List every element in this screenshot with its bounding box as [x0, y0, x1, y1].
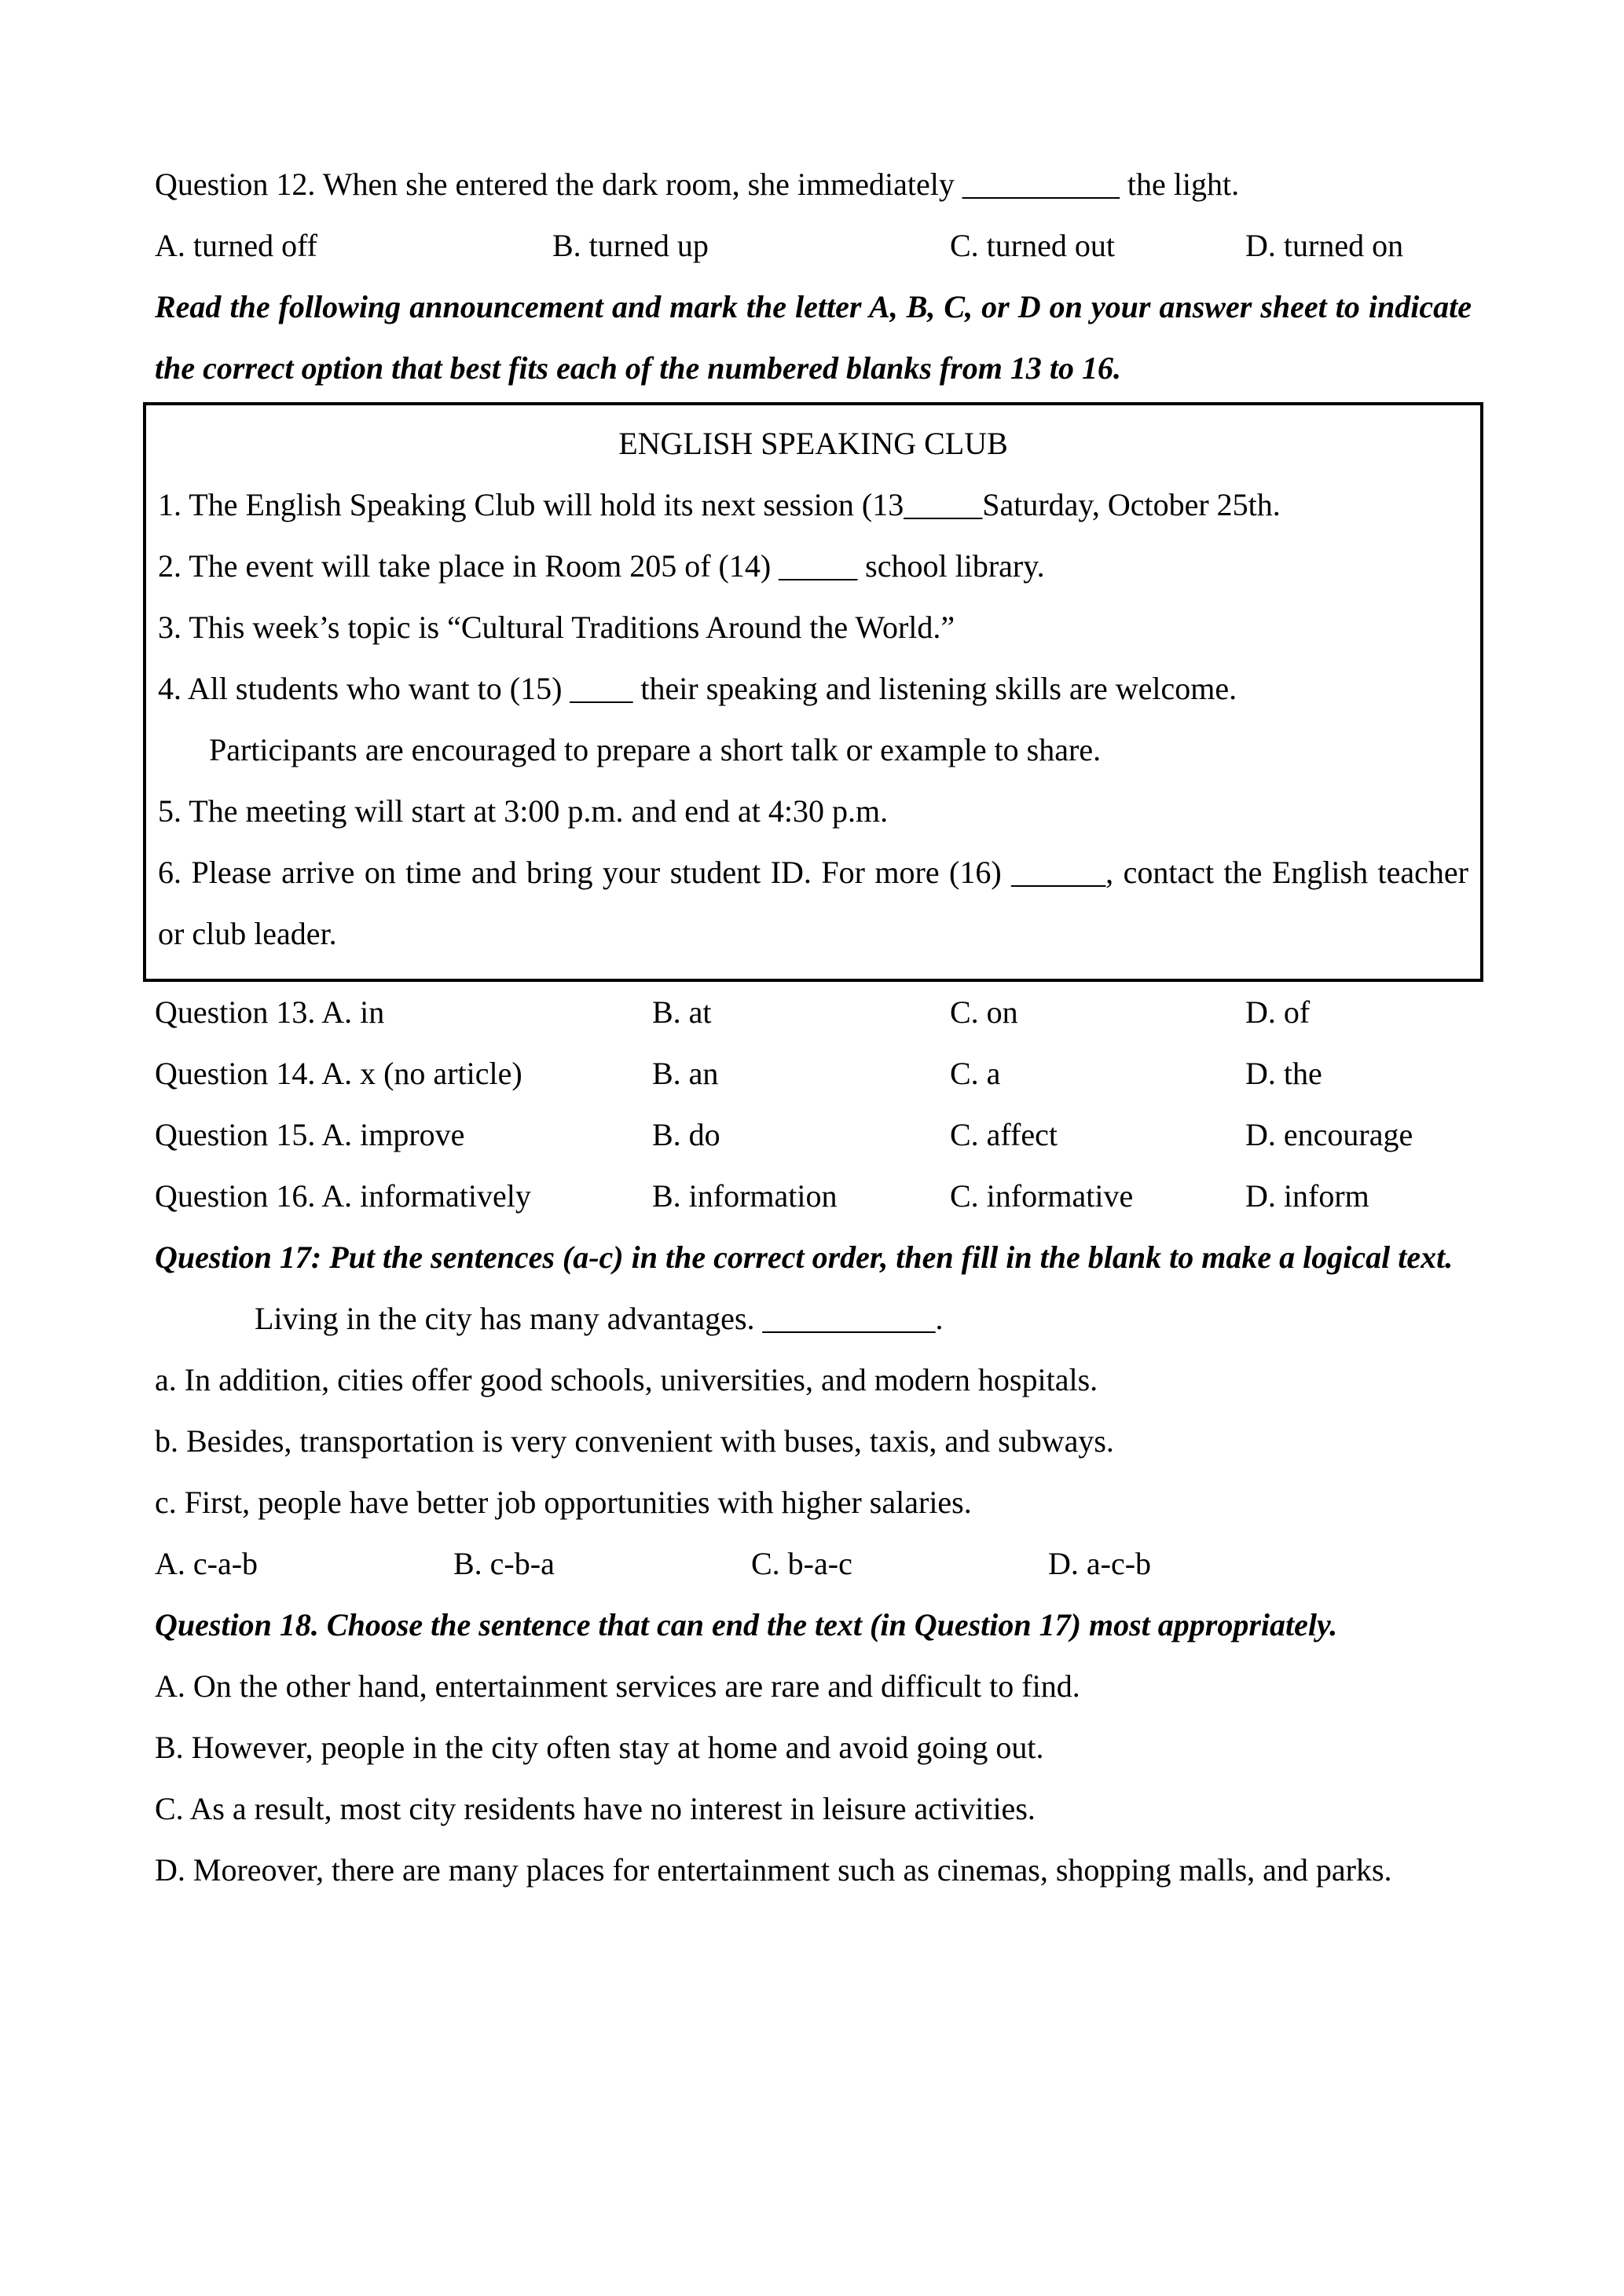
announcement-line-2: 2. The event will take place in Room 205 of (14) _____ school library. — [158, 548, 1045, 584]
question-14-options — [155, 1043, 1472, 1104]
q16-option-b: B. information — [652, 1178, 838, 1214]
question-17-header: Question 17: Put the sentences (a-c) in the correct order, then fill in the blank to make a logical text. — [155, 1240, 1454, 1275]
q17-option-b: B. c-b-a — [453, 1546, 555, 1581]
question-16-options — [155, 1166, 1472, 1227]
q12-option-c: C. turned out — [950, 228, 1115, 263]
announcement-title: ENGLISH SPEAKING CLUB — [618, 426, 1008, 461]
announcement-line-6: 6. Please arrive on time and bring your student ID. For more (16) ______, contact the English teacher or club leader. — [158, 855, 1468, 951]
q17-option-c: C. b-a-c — [751, 1546, 852, 1581]
question-13-options — [155, 982, 1472, 1043]
question-12-options — [155, 215, 1472, 276]
q14-option-b: B. an — [652, 1056, 719, 1091]
q14-option-d: D. the — [1245, 1056, 1322, 1091]
question-17-lead: Living in the city has many advantages. ___________. — [255, 1301, 944, 1336]
q12-option-d: D. turned on — [1245, 228, 1404, 263]
q13-option-a: Question 13. A. in — [155, 994, 385, 1030]
q13-option-c: C. on — [950, 994, 1018, 1030]
q15-option-c: C. affect — [950, 1117, 1058, 1152]
q17-sentence-c: c. First, people have better job opportunities with higher salaries. — [155, 1485, 972, 1520]
announcement-line-4: 4. All students who want to (15) ____ their speaking and listening skills are welcome. — [158, 671, 1237, 706]
q15-option-b: B. do — [652, 1117, 720, 1152]
q14-option-c: C. a — [950, 1056, 1001, 1091]
announcement-line-5: 5. The meeting will start at 3:00 p.m. and end at 4:30 p.m. — [158, 793, 889, 829]
q14-option-a: Question 14. A. x (no article) — [155, 1056, 522, 1091]
question-18-header: Question 18. Choose the sentence that can end the text (in Question 17) most appropriately. — [155, 1607, 1338, 1642]
question-15-options — [155, 1104, 1472, 1166]
q13-option-d: D. of — [1245, 994, 1311, 1030]
announcement-box — [143, 402, 1483, 982]
announcement-line-3: 3. This week’s topic is “Cultural Traditions Around the World.” — [158, 610, 955, 645]
q16-option-a: Question 16. A. informatively — [155, 1178, 531, 1214]
question-17-options — [155, 1533, 1472, 1595]
q12-option-b: B. turned up — [552, 228, 709, 263]
q17-option-a: A. c-a-b — [155, 1546, 258, 1581]
q17-option-d: D. a-c-b — [1048, 1546, 1152, 1581]
announcement-line-4-continued: Participants are encouraged to prepare a short talk or example to share. — [209, 732, 1102, 767]
q12-option-a: A. turned off — [155, 228, 317, 263]
q16-option-c: C. informative — [950, 1178, 1134, 1214]
q16-option-d: D. inform — [1245, 1178, 1369, 1214]
q18-option-c: C. As a result, most city residents have no interest in leisure activities. — [155, 1791, 1036, 1826]
q13-option-b: B. at — [652, 994, 712, 1030]
announcement-line-1: 1. The English Speaking Club will hold its next session (13_____Saturday, October 25th. — [158, 487, 1281, 522]
q15-option-d: D. encourage — [1245, 1117, 1413, 1152]
q18-option-a: A. On the other hand, entertainment services are rare and difficult to find. — [155, 1668, 1080, 1704]
q15-option-a: Question 15. A. improve — [155, 1117, 465, 1152]
q18-option-d: D. Moreover, there are many places for entertainment such as cinemas, shopping malls, and parks. — [155, 1852, 1392, 1888]
question-12-text: Question 12. When she entered the dark room, she immediately __________ the light. — [155, 167, 1240, 202]
instruction-13-16: Read the following announcement and mark the letter A, B, C, or D on your answer sheet to indicate the correct option that best fits each of the numbered blanks from 13 to 16. — [155, 289, 1472, 386]
q17-sentence-b: b. Besides, transportation is very convenient with buses, taxis, and subways. — [155, 1423, 1114, 1459]
q17-sentence-a: a. In addition, cities offer good schools, universities, and modern hospitals. — [155, 1362, 1098, 1397]
q18-option-b: B. However, people in the city often stay at home and avoid going out. — [155, 1730, 1044, 1765]
